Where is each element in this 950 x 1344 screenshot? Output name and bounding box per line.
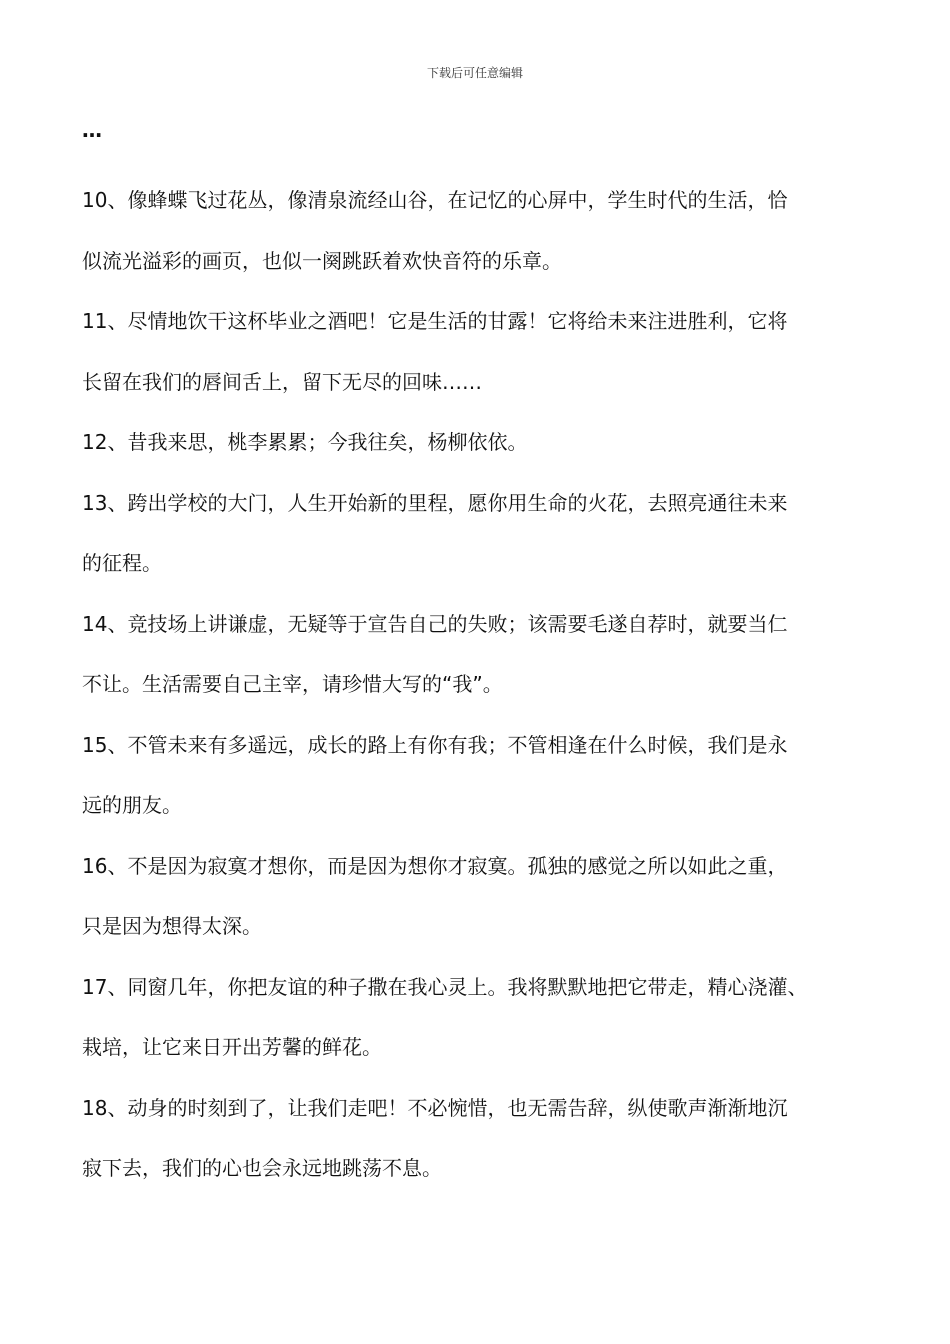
text-line-1: 10、像蜂蝶飞过花丛，像清泉流经山谷，在记忆的心屏中，学生时代的生活，恰	[82, 188, 788, 212]
text-line-9: 不让。生活需要自己主宰，请珍惜大写的“我”。	[82, 672, 503, 696]
text-line-11: 远的朋友。	[82, 793, 182, 817]
text-line-14: 17、同窗几年，你把友谊的种子撒在我心灵上。我将默默地把它带走，精心浇灌、	[82, 974, 808, 999]
text-line-15: 栽培，让它来日开出芳馨的鲜花。	[82, 1035, 382, 1059]
text-line-5: 12、昔我来思，桃李累累；今我往矣，杨柳依依。	[82, 430, 528, 454]
text-line-3: 11、尽情地饮干这杯毕业之酒吧！它是生活的甘露！它将给未来注进胜利，它将	[82, 309, 788, 333]
text-line-13: 只是因为想得太深。	[82, 914, 262, 938]
text-line-2: 似流光溢彩的画页，也似一阕跳跃着欢快音符的乐章。	[82, 248, 562, 273]
text-line-8: 14、竞技场上讲谦虚，无疑等于宣告自己的失败；该需要毛遂自荐时，就要当仁	[82, 611, 788, 636]
text-line-16: 18、动身的时刻到了，让我们走吧！不必惋惜，也无需告辞，纵使歌声渐渐地沉	[82, 1095, 788, 1120]
text-line-6: 13、跨出学校的大门，人生开始新的里程，愿你用生命的火花，去照亮通往未来	[82, 490, 788, 515]
text-line-12: 16、不是因为寂寞才想你，而是因为想你才寂寞。孤独的感觉之所以如此之重，	[82, 853, 788, 878]
text-line-7: 的征程。	[82, 551, 162, 575]
document-body	[82, 170, 882, 1199]
text-line-17: 寂下去，我们的心也会永远地跳荡不息。	[82, 1156, 442, 1180]
leading-ellipsis: …	[82, 118, 103, 142]
text-line-10: 15、不管未来有多遥远，成长的路上有你有我；不管相逢在什么时候，我们是永	[82, 732, 788, 757]
page-header: 下载后可任意编辑	[426, 66, 523, 80]
text-line-4: 长留在我们的唇间舌上，留下无尽的回味……	[82, 369, 482, 394]
